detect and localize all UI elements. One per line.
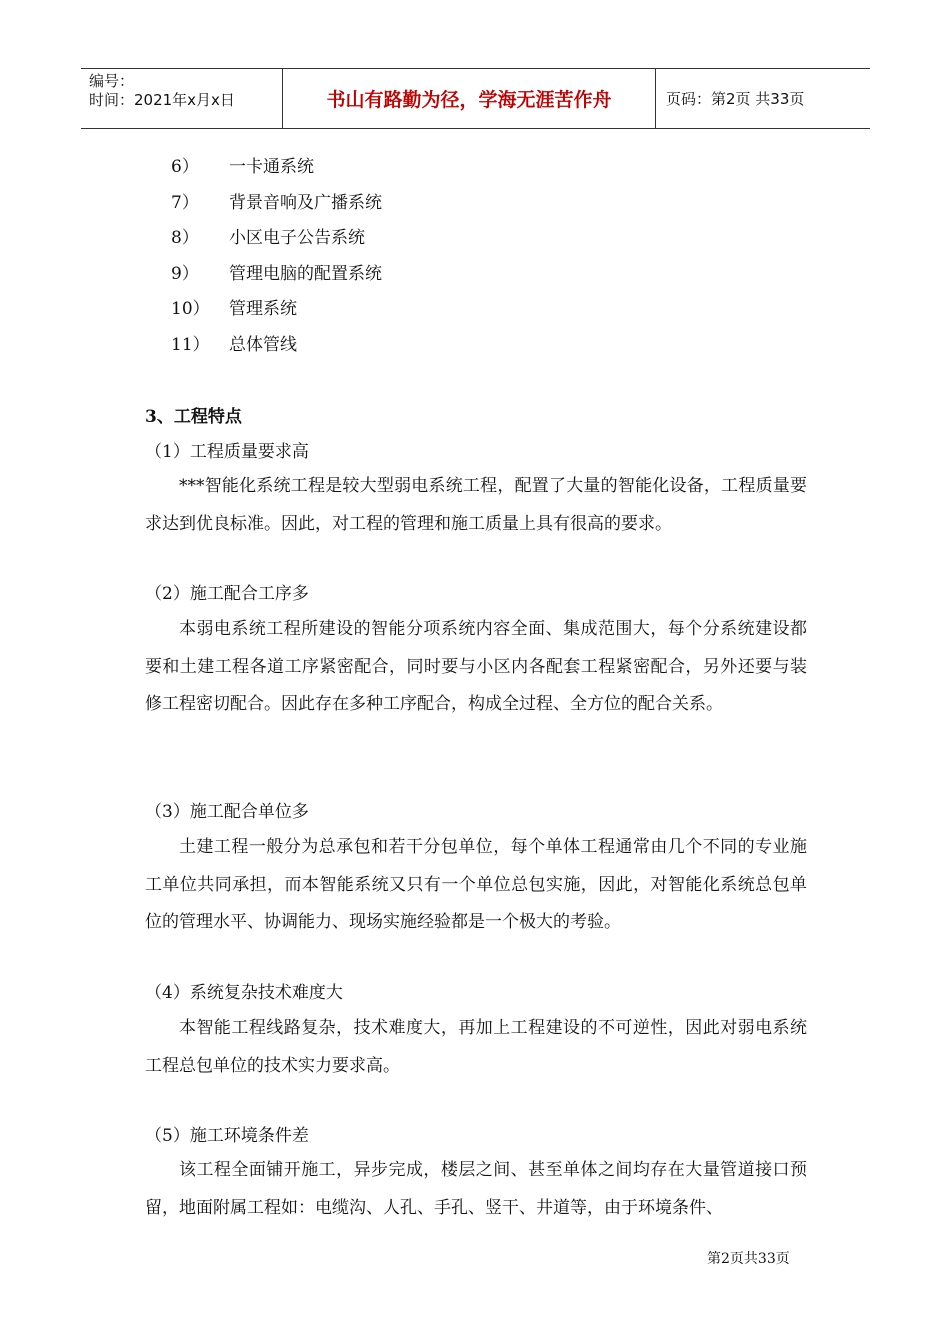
paragraph: 本弱电系统工程所建设的智能分项系统内容全面、集成范围大，每个分系统建设都要和土建工程各道工序紧密配合，同时要与小区内各配套工程紧密配合，另外还要与装修工程密切配合。因此存在多种工序配合，构成全过程、全方位的配合关系。 (145, 619, 807, 715)
header-meta (81, 69, 282, 128)
page-header (81, 68, 870, 129)
list-item (171, 297, 297, 321)
list-number: 8） (171, 228, 199, 248)
page-footer: 第2页共33页 (707, 1251, 790, 1267)
list-text: 管理电脑的配置系统 (229, 264, 382, 284)
subsection-title: （2）施工配合工序多 (145, 584, 309, 604)
subsection-title: （5）施工环境条件差 (145, 1126, 309, 1146)
list-item (171, 155, 314, 179)
list-number: 11） (171, 335, 210, 355)
list-text: 一卡通系统 (229, 157, 314, 177)
list-text: 小区电子公告系统 (229, 228, 365, 248)
paragraph: 该工程全面铺开施工，异步完成，楼层之间、甚至单体之间均存在大量管道接口预留，地面附属工程如：电缆沟、人孔、手孔、竖干、井道等，由于环境条件、 (145, 1160, 807, 1218)
header-page-info: 页码：第2页 共33页 (666, 90, 805, 108)
subsection-title: （3）施工配合单位多 (145, 802, 309, 822)
paragraph: ***智能化系统工程是较大型弱电系统工程，配置了大量的智能化设备，工程质量要求达到优良标准。因此，对工程的管理和施工质量上具有很高的要求。 (145, 476, 807, 534)
list-text: 管理系统 (229, 299, 297, 319)
subsection-title: （4）系统复杂技术难度大 (145, 983, 343, 1003)
subsection-title: （1）工程质量要求高 (145, 442, 309, 462)
section-title: 3、工程特点 (145, 407, 242, 427)
list-number: 9） (171, 264, 199, 284)
paragraph: 土建工程一般分为总承包和若干分包单位，每个单体工程通常由几个不同的专业施工单位共同承担，而本智能系统又只有一个单位总包实施，因此，对智能化系统总包单位的管理水平、协调能力、现场实施经验都是一个极大的考验。 (145, 837, 807, 933)
list-text: 总体管线 (229, 335, 297, 355)
list-number: 10） (171, 299, 210, 319)
list-number: 6） (171, 157, 199, 177)
list-item (171, 262, 382, 286)
list-number: 7） (171, 193, 199, 213)
code-label: 编号： (89, 72, 135, 90)
list-item (171, 191, 382, 215)
list-text: 背景音响及广播系统 (229, 193, 382, 213)
header-motto: 书山有路勤为径，学海无涯苦作舟 (282, 69, 656, 128)
list-item (171, 333, 297, 357)
list-item (171, 226, 365, 250)
paragraph: 本智能工程线路复杂，技术难度大，再加上工程建设的不可逆性，因此对弱电系统工程总包单位的技术实力要求高。 (145, 1018, 807, 1076)
time-label: 时间：2021年x月x日 (89, 91, 235, 109)
